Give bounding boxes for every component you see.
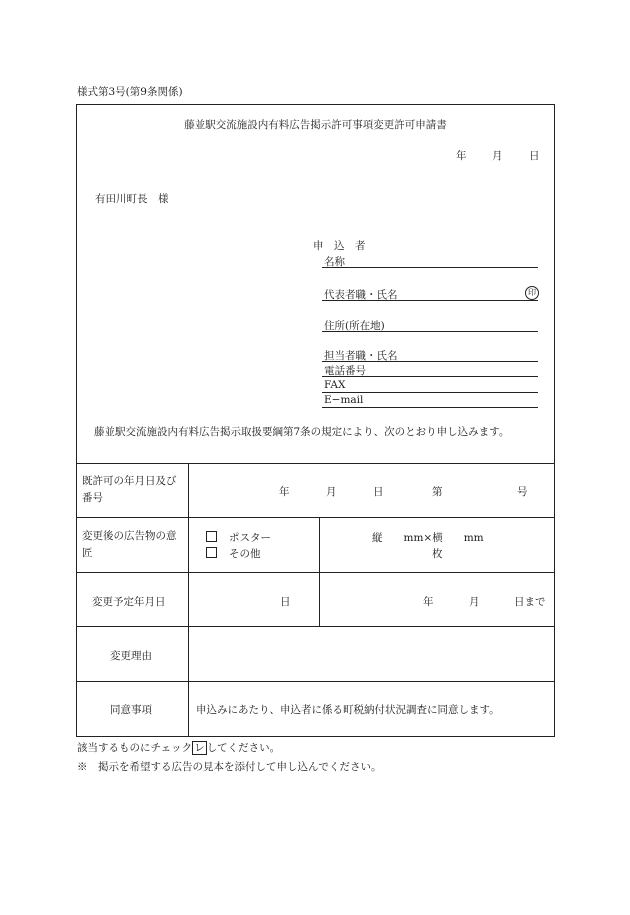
design-label: 変更後の広告物の意匠 [82, 530, 177, 559]
form-title: 藤並駅交流施設内有料広告掲示許可事項変更許可申請書 [184, 119, 447, 131]
consent-text: 申込みにあたり、申込者に係る町税納付状況調査に同意します。 [196, 704, 500, 716]
prev-permit-no-suffix: 号 [517, 486, 528, 498]
row-divider-4 [76, 681, 555, 682]
reason-label: 変更理由 [110, 650, 152, 662]
poster-checkbox[interactable] [206, 531, 217, 542]
prev-permit-no-prefix: 第 [432, 486, 443, 498]
attachment-note: ※ 掲示を希望する広告の見本を添付して申し込んでください。 [77, 761, 382, 773]
phone-label: 電話番号 [324, 365, 366, 377]
row-divider-2 [76, 572, 555, 573]
option-other-label: その他 [229, 548, 261, 560]
design-count: 枚 [432, 548, 443, 560]
prev-permit-day: 日 [373, 486, 384, 498]
applicant-heading: 申 込 者 [313, 240, 366, 252]
seal-mark: 印 [525, 286, 539, 300]
design-size: 縦 mm×横 mm [372, 532, 484, 544]
schedule-start-day: 日 [280, 596, 291, 608]
rep-field[interactable] [322, 287, 538, 301]
fax-label: FAX [324, 379, 346, 391]
fax-field[interactable] [322, 379, 538, 393]
schedule-end-until: 日まで [514, 596, 546, 608]
date-day: 日 [529, 150, 540, 162]
contact-label: 担当者職・氏名 [324, 350, 398, 362]
other-checkbox[interactable] [206, 547, 217, 558]
value-column-divider [319, 517, 320, 626]
prev-permit-label: 既許可の年月日及び番号 [82, 475, 177, 504]
addressee: 有田川町長 様 [95, 193, 169, 205]
option-poster[interactable] [206, 530, 271, 545]
name-label: 名称 [324, 256, 345, 268]
reason-field[interactable] [190, 628, 553, 680]
form-number: 様式第3号(第9条関係) [77, 86, 183, 98]
table-top-border [76, 463, 555, 464]
address-field[interactable] [322, 318, 538, 332]
email-label: E−mail [324, 394, 364, 406]
statement: 藤並駅交流施設内有料広告掲示取扱要綱第7条の規定により、次のとおり申し込みます。 [94, 426, 510, 438]
check-mark-sample: レ [194, 742, 205, 754]
consent-label: 同意事項 [110, 704, 152, 716]
name-field[interactable] [322, 254, 538, 268]
check-instruction-pre: 該当するものにチェック [77, 742, 193, 754]
option-poster-label: ポスター [229, 532, 271, 544]
contact-field[interactable] [322, 348, 538, 362]
row-divider-3 [76, 626, 555, 627]
phone-field[interactable] [322, 363, 538, 377]
check-instruction-post: してください。 [206, 742, 281, 754]
date-year: 年 [456, 150, 467, 162]
check-instruction [77, 740, 280, 755]
schedule-end-month: 月 [469, 596, 480, 608]
schedule-label: 変更予定年月日 [92, 596, 166, 608]
rep-label: 代表者職・氏名 [324, 289, 398, 301]
schedule-end-year: 年 [423, 596, 434, 608]
prev-permit-month: 月 [326, 486, 337, 498]
option-other[interactable] [206, 546, 261, 561]
email-field[interactable] [322, 394, 538, 408]
label-column-divider [188, 463, 189, 737]
date-month: 月 [492, 150, 503, 162]
address-label: 住所(所在地) [324, 320, 385, 332]
prev-permit-year: 年 [279, 486, 290, 498]
row-divider-1 [76, 517, 555, 518]
